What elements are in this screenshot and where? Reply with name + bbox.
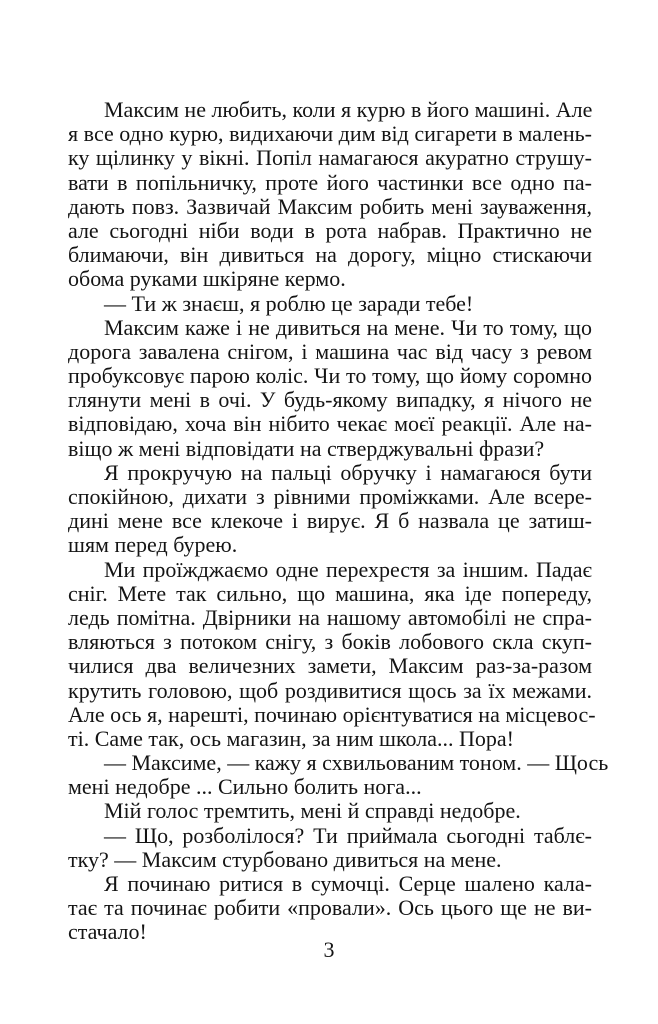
text-line: — Ти ж знаєш, я роблю це заради тебе! — [104, 290, 474, 316]
text-line: мені недобре ... Сильно болить нога... — [68, 774, 422, 800]
text-line: вати в попільничку, проте його частинки все одно па- — [68, 169, 592, 195]
text-line: сніг. Мете так сильно, що машина, яка іде попереду, — [68, 580, 592, 606]
page-number: 3 — [323, 937, 335, 962]
text-line: ті. Саме так, ось магазин, за ним школа... Пора! — [68, 725, 514, 751]
text-line: Я починаю ритися в сумочці. Серце шалено кала- — [104, 871, 592, 896]
text-line: тає та починає робити «провали». Ось цього ще не ви- — [68, 895, 592, 921]
text-line: чилися два величезних замети, Максим раз-за-разом — [68, 653, 592, 679]
text-line: стачало! — [68, 919, 147, 945]
text-line: Але ось я, нарешті, починаю орієнтуватися на місцевос- — [68, 701, 596, 727]
text-line: Максим каже і не дивиться на мене. Чи то тому, що — [104, 314, 592, 340]
text-line: ку щілинку у вікні. Попіл намагаюся акуратно струшу- — [68, 145, 592, 171]
text-line: дорога завалена снігом, і машина час від часу з ревом — [68, 338, 592, 364]
text-line: блимаючи, він дивиться на дорогу, міцно стискаючи — [68, 242, 592, 268]
text-line: — Максиме, — кажу я схвильованим тоном. — Щось — [104, 750, 609, 776]
text-line: дають повз. Зазвичай Максим робить мені зауваження, — [68, 193, 592, 219]
text-line: крутить головою, щоб роздивитися щось за їх межами. — [68, 677, 592, 703]
text-line: Я прокручую на пальці обручку і намагаюся бути — [104, 459, 592, 485]
text-line: Ми проїжджаємо одне перехрестя за іншим. Падає — [104, 556, 592, 582]
text-line: спокійною, дихати з рівними проміжками. Але всере- — [68, 484, 592, 509]
text-line: відповідаю, хоча він нібито чекає моєї реакції. Але на- — [68, 411, 592, 437]
text-line: тку? — Максим стурбовано дивиться на мене. — [68, 846, 502, 872]
text-line: дині мене все клекоче і вирує. Я б назвала це затиш- — [68, 508, 592, 534]
text-line: ледь помітна. Двірники на нашому автомобілі не спра- — [68, 604, 592, 630]
text-line: але сьогодні ніби води в рота набрав. Практично не — [68, 217, 592, 243]
text-line: віщо ж мені відповідати на стверджувальні фрази? — [68, 435, 545, 461]
text-line: шям перед бурею. — [68, 532, 238, 558]
text-line: глянути мені в очі. У будь-якому випадку, я нічого не — [68, 387, 592, 413]
text-line: Мій голос тремтить, мені й справді недобре. — [104, 798, 521, 824]
text-line: обома руками шкіряне кермо. — [68, 266, 346, 292]
text-line: вляються з потоком снігу, з боків лобового скла скуп- — [68, 629, 592, 655]
body-text — [68, 97, 609, 945]
text-line: я все одно курю, видихаючи дим від сигарети в малень- — [68, 121, 592, 147]
text-line: Максим не любить, коли я курю в його машині. Але — [104, 97, 593, 122]
text-line: пробуксовує парою коліс. Чи то тому, що йому соромно — [68, 363, 592, 389]
text-line: — Що, розболілося? Ти приймала сьогодні таблє- — [104, 822, 592, 848]
